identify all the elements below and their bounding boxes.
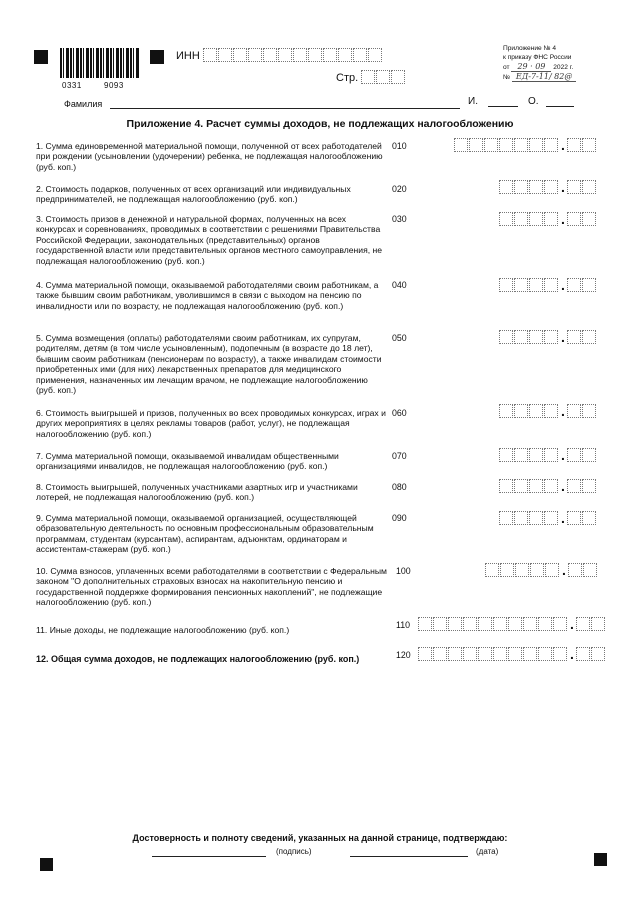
order-date-value: 29 · 09 xyxy=(511,62,551,72)
barcode-number-2: 9093 xyxy=(104,81,124,90)
order-number-value: ЕД-7-11/ 82@ xyxy=(512,72,576,82)
item-100-field[interactable]: . xyxy=(485,563,598,577)
item-080-text: 8. Стоимость выигрышей, полученных участниками азартных игр и участниками лотерей, не подлежащая налогообложению (руб. коп.) xyxy=(36,482,358,503)
item-080-field[interactable]: . xyxy=(499,479,597,493)
item-080-code: 080 xyxy=(392,482,407,492)
initial-name-field[interactable] xyxy=(488,106,518,107)
item-090-code: 090 xyxy=(392,513,407,523)
order-number-prefix: № xyxy=(503,74,511,81)
item-030-code: 030 xyxy=(392,214,407,224)
order-line-1: Приложение № 4 xyxy=(503,45,557,52)
confirmation-text: Достоверность и полноту сведений, указанных на данной странице, подтверждаю: xyxy=(132,833,508,843)
signature-label: (подпись) xyxy=(276,847,312,856)
item-070-text: 7. Сумма материальной помощи, оказываемой инвалидам общественными организациями инвалидов, не подлежащая налогообложению (руб. коп.) xyxy=(36,451,339,472)
item-120-field[interactable]: . xyxy=(418,647,606,661)
item-110-code: 110 xyxy=(396,620,411,630)
date-label: (дата) xyxy=(476,847,499,856)
corner-marker-bottom-right xyxy=(594,853,607,866)
item-100-code: 100 xyxy=(396,566,411,576)
corner-marker-top-left xyxy=(34,50,48,64)
item-040-field[interactable]: . xyxy=(499,278,597,292)
surname-label: Фамилия xyxy=(64,99,103,109)
item-110-text: 11. Иные доходы, не подлежащие налогообложению (руб. коп.) xyxy=(36,625,290,635)
date-field[interactable] xyxy=(350,856,468,857)
item-010-field[interactable]: . xyxy=(454,138,597,152)
item-060-field[interactable]: . xyxy=(499,404,597,418)
page-number-field[interactable] xyxy=(361,70,406,84)
item-040-code: 040 xyxy=(392,280,407,290)
item-020-field[interactable]: . xyxy=(499,180,597,194)
item-050-code: 050 xyxy=(392,333,407,343)
corner-marker-top-mid xyxy=(150,50,164,64)
item-110-field[interactable]: . xyxy=(418,617,606,631)
item-120-text: 12. Общая сумма доходов, не подлежащих налогообложению (руб. коп.) xyxy=(36,654,360,664)
item-030-field[interactable]: . xyxy=(499,212,597,226)
barcode xyxy=(60,48,140,78)
item-050-text: 5. Сумма возмещения (оплаты) работодателями своим работникам, их супругам, родителям, детям (в том числе усыновленным), подопечным (в возрасте до 18 лет), бывшим своим работникам (пенсионерам по возрасту), а также инвалидам стоимости приобретенных ими (для них) лекарственных препаратов для медицинского применения, назначенных им лечащим врачом, не подлежащие налогообложению (руб. коп.) xyxy=(36,333,382,396)
initial-name-label: И. xyxy=(468,96,478,107)
item-120-code: 120 xyxy=(396,650,411,660)
order-date-year: 2022 г. xyxy=(553,64,574,71)
item-070-code: 070 xyxy=(392,451,407,461)
order-date-prefix: от xyxy=(503,64,510,71)
item-020-text: 2. Стоимость подарков, полученных от всех организаций или индивидуальных предпринимателей, не подлежащая налогообложению (руб. коп.) xyxy=(36,184,351,205)
item-030-text: 3. Стоимость призов в денежной и натуральной формах, полученных на всех конкурсах и соревнованиях, проводимых в соответствии с решениями Правительства Российской Федерации, законодательных (представительных) органов государственной власти или представительных органов местного самоуправления, не подлежащая налогообложению (руб. коп.) xyxy=(36,214,383,266)
item-070-field[interactable]: . xyxy=(499,448,597,462)
initial-patronymic-label: О. xyxy=(528,96,539,107)
page-title: Приложение 4. Расчет суммы доходов, не подлежащих налогообложению xyxy=(126,118,514,130)
item-010-code: 010 xyxy=(392,141,407,151)
order-reference xyxy=(503,44,576,82)
barcode-number: 0331 xyxy=(62,81,82,90)
item-100-text: 10. Сумма взносов, уплаченных всеми работодателями в соответствии с Федеральным законом "О дополнительных страховых взносах на накопительную пенсию и государственной поддержке формирования пенсионных накоплений", не подлежащие налогообложению (руб. коп.) xyxy=(36,566,387,608)
item-090-text: 9. Сумма материальной помощи, оказываемой организацией, осуществляющей образовательную деятельность по основным профессиональным образовательным программам, студентам (курсантам), аспирантам, адъюнктам, ординаторам и ассистентам-стажерам (руб. коп.) xyxy=(36,513,374,555)
item-090-field[interactable]: . xyxy=(499,511,597,525)
inn-label: ИНН xyxy=(176,50,200,62)
item-060-text: 6. Стоимость выигрышей и призов, полученных во всех проводимых конкурсах, играх и других мероприятиях в целях рекламы товаров (работ, услуг), не подлежащая налогообложению (руб. коп.) xyxy=(36,408,386,439)
item-050-field[interactable]: . xyxy=(499,330,597,344)
item-020-code: 020 xyxy=(392,184,407,194)
surname-field[interactable] xyxy=(110,108,460,109)
item-040-text: 4. Сумма материальной помощи, оказываемой работодателями своим работникам, а также бывшим своим работникам, уволившимся в связи с выходом на пенсию по инвалидности или по возрасту, не подлежащая налогообложению (руб. коп.) xyxy=(36,280,379,311)
order-line-2: к приказу ФНС России xyxy=(503,54,572,61)
initial-patronymic-field[interactable] xyxy=(546,106,574,107)
inn-field[interactable] xyxy=(203,48,383,62)
signature-field[interactable] xyxy=(152,856,266,857)
item-060-code: 060 xyxy=(392,408,407,418)
page-label: Стр. xyxy=(336,72,359,84)
corner-marker-bottom-left xyxy=(40,858,53,871)
item-010-text: 1. Сумма единовременной материальной помощи, полученной от всех работодателей при рождении (усыновлении (удочерении) ребенка, не подлежащая налогообложению (руб. коп.) xyxy=(36,141,383,172)
